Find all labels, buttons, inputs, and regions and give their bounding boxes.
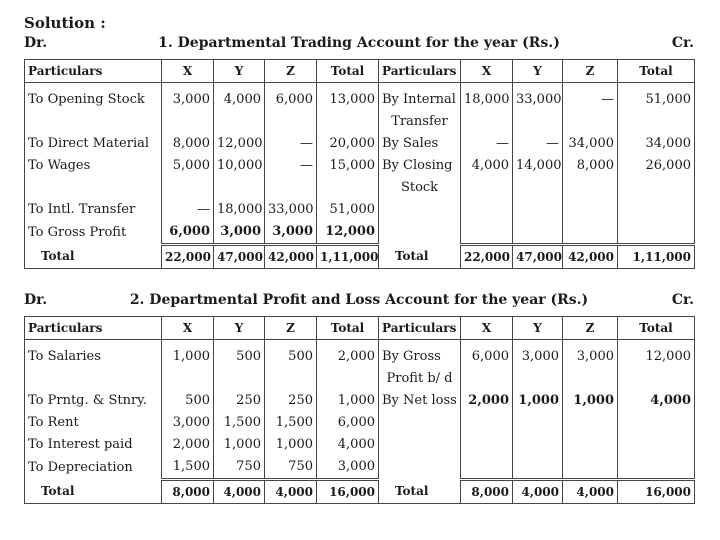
- table-row: [25, 368, 695, 390]
- debit-particulars: To Interest paid: [25, 434, 162, 456]
- credit-y: 14,000: [513, 155, 563, 177]
- debit-x: [162, 111, 214, 133]
- debit-particulars: To Opening Stock: [25, 89, 162, 111]
- debit-z: 6,000: [265, 89, 317, 111]
- credit-particulars: By Closing: [379, 155, 461, 177]
- credit-total: 26,000: [618, 155, 695, 177]
- debit-z: —: [265, 155, 317, 177]
- pl-dr-label: Dr.: [24, 292, 48, 308]
- credit-z: [563, 221, 618, 245]
- total-credit-particulars: Total: [379, 480, 461, 504]
- credit-total: [618, 434, 695, 456]
- debit-x: [162, 368, 214, 390]
- debit-total: 4,000: [317, 434, 379, 456]
- debit-y: [214, 368, 265, 390]
- credit-z: [563, 199, 618, 221]
- credit-y: [513, 412, 563, 434]
- credit-x: —: [461, 133, 513, 155]
- credit-y: [513, 199, 563, 221]
- debit-x: —: [162, 199, 214, 221]
- debit-y: 500: [214, 346, 265, 368]
- column-header: Z: [265, 317, 317, 340]
- column-header: X: [461, 317, 513, 340]
- debit-z: 1,000: [265, 434, 317, 456]
- column-header: Total: [317, 60, 379, 83]
- credit-x: 4,000: [461, 155, 513, 177]
- pl-cr-label: Cr.: [671, 292, 694, 308]
- debit-particulars: To Wages: [25, 155, 162, 177]
- debit-particulars: To Gross Profit: [25, 221, 162, 245]
- total-debit-total: 1,11,000: [317, 245, 379, 269]
- debit-x: 3,000: [162, 412, 214, 434]
- debit-total: 20,000: [317, 133, 379, 155]
- credit-z: [563, 456, 618, 480]
- debit-total: 13,000: [317, 89, 379, 111]
- debit-x: 3,000: [162, 89, 214, 111]
- column-header: Z: [563, 317, 618, 340]
- debit-y: 750: [214, 456, 265, 480]
- trading-cr-label: Cr.: [671, 35, 694, 51]
- debit-total: 1,000: [317, 390, 379, 412]
- credit-particulars: By Sales: [379, 133, 461, 155]
- total-credit-y: 47,000: [513, 245, 563, 269]
- debit-particulars: To Depreciation: [25, 456, 162, 480]
- credit-y: 33,000: [513, 89, 563, 111]
- trading-header: [24, 35, 694, 55]
- total-credit-x: 22,000: [461, 245, 513, 269]
- pl-title: 2. Departmental Profit and Loss Account for the year (Rs.): [129, 292, 589, 308]
- credit-y: 1,000: [513, 390, 563, 412]
- column-header: Y: [214, 60, 265, 83]
- credit-z: 8,000: [563, 155, 618, 177]
- debit-z: 33,000: [265, 199, 317, 221]
- debit-z: [265, 177, 317, 199]
- debit-y: 4,000: [214, 89, 265, 111]
- credit-particulars: Transfer: [379, 111, 461, 133]
- debit-z: —: [265, 133, 317, 155]
- total-credit-z: 42,000: [563, 245, 618, 269]
- debit-x: 6,000: [162, 221, 214, 245]
- credit-total: [618, 177, 695, 199]
- credit-total: [618, 111, 695, 133]
- total-debit-z: 4,000: [265, 480, 317, 504]
- debit-particulars: To Direct Material: [25, 133, 162, 155]
- table-header-row: [25, 60, 695, 83]
- credit-x: [461, 456, 513, 480]
- credit-particulars: [379, 456, 461, 480]
- debit-particulars: To Intl. Transfer: [25, 199, 162, 221]
- column-header: X: [162, 60, 214, 83]
- credit-particulars: By Gross: [379, 346, 461, 368]
- solution-label: Solution :: [24, 14, 106, 32]
- total-debit-particulars: Total: [25, 245, 162, 269]
- credit-z: [563, 412, 618, 434]
- debit-total: 51,000: [317, 199, 379, 221]
- table-row: [25, 89, 695, 111]
- total-debit-x: 22,000: [162, 245, 214, 269]
- credit-x: 2,000: [461, 390, 513, 412]
- column-header: Particulars: [379, 317, 461, 340]
- total-debit-particulars: Total: [25, 480, 162, 504]
- credit-z: [563, 434, 618, 456]
- credit-particulars: [379, 199, 461, 221]
- credit-total: [618, 199, 695, 221]
- column-header: X: [461, 60, 513, 83]
- debit-x: 1,500: [162, 456, 214, 480]
- table-row: [25, 111, 695, 133]
- total-debit-z: 42,000: [265, 245, 317, 269]
- debit-x: 1,000: [162, 346, 214, 368]
- debit-particulars: To Prntg. & Stnry.: [25, 390, 162, 412]
- debit-y: 250: [214, 390, 265, 412]
- credit-total: [618, 456, 695, 480]
- total-credit-total: 1,11,000: [618, 245, 695, 269]
- credit-z: [563, 177, 618, 199]
- credit-total: [618, 368, 695, 390]
- debit-z: 1,500: [265, 412, 317, 434]
- credit-total: [618, 412, 695, 434]
- debit-particulars: [25, 111, 162, 133]
- debit-total: [317, 177, 379, 199]
- credit-y: [513, 177, 563, 199]
- column-header: Y: [214, 317, 265, 340]
- credit-particulars: [379, 221, 461, 245]
- table-row: [25, 133, 695, 155]
- column-header: X: [162, 317, 214, 340]
- debit-x: 5,000: [162, 155, 214, 177]
- column-header: Particulars: [379, 60, 461, 83]
- credit-total: 34,000: [618, 133, 695, 155]
- debit-y: 10,000: [214, 155, 265, 177]
- credit-particulars: By Internal: [379, 89, 461, 111]
- credit-x: [461, 111, 513, 133]
- debit-total: 3,000: [317, 456, 379, 480]
- debit-y: [214, 111, 265, 133]
- column-header: Total: [317, 317, 379, 340]
- column-header: Y: [513, 317, 563, 340]
- credit-z: 34,000: [563, 133, 618, 155]
- credit-y: [513, 434, 563, 456]
- table-row: [25, 155, 695, 177]
- table-row: [25, 412, 695, 434]
- total-debit-y: 4,000: [214, 480, 265, 504]
- debit-z: [265, 111, 317, 133]
- column-header: Particulars: [25, 317, 162, 340]
- credit-x: [461, 221, 513, 245]
- credit-particulars: Profit b/ d: [379, 368, 461, 390]
- debit-total: 15,000: [317, 155, 379, 177]
- trading-dr-label: Dr.: [24, 35, 48, 51]
- debit-total: 6,000: [317, 412, 379, 434]
- credit-x: [461, 434, 513, 456]
- credit-x: 6,000: [461, 346, 513, 368]
- debit-z: 250: [265, 390, 317, 412]
- credit-z: [563, 368, 618, 390]
- credit-y: [513, 221, 563, 245]
- column-header: Total: [618, 317, 695, 340]
- pl-header: [24, 292, 694, 312]
- table-header-row: [25, 317, 695, 340]
- credit-total: 51,000: [618, 89, 695, 111]
- column-header: Z: [265, 60, 317, 83]
- debit-z: 750: [265, 456, 317, 480]
- column-header: Z: [563, 60, 618, 83]
- debit-total: [317, 368, 379, 390]
- debit-x: 500: [162, 390, 214, 412]
- credit-z: [563, 111, 618, 133]
- table-row: [25, 221, 695, 245]
- column-header: Particulars: [25, 60, 162, 83]
- credit-particulars: [379, 412, 461, 434]
- credit-x: [461, 199, 513, 221]
- credit-particulars: By Net loss: [379, 390, 461, 412]
- debit-y: 1,000: [214, 434, 265, 456]
- table-row: [25, 390, 695, 412]
- credit-total: [618, 221, 695, 245]
- credit-y: [513, 456, 563, 480]
- total-credit-x: 8,000: [461, 480, 513, 504]
- debit-total: 12,000: [317, 221, 379, 245]
- credit-z: —: [563, 89, 618, 111]
- credit-z: 3,000: [563, 346, 618, 368]
- column-header: Y: [513, 60, 563, 83]
- debit-y: 12,000: [214, 133, 265, 155]
- total-debit-x: 8,000: [162, 480, 214, 504]
- credit-x: [461, 368, 513, 390]
- credit-y: —: [513, 133, 563, 155]
- table-row: [25, 177, 695, 199]
- debit-z: 500: [265, 346, 317, 368]
- total-credit-total: 16,000: [618, 480, 695, 504]
- credit-x: 18,000: [461, 89, 513, 111]
- debit-x: [162, 177, 214, 199]
- trading-title: 1. Departmental Trading Account for the year (Rs.): [158, 35, 560, 51]
- table-row: [25, 456, 695, 480]
- column-header: Total: [618, 60, 695, 83]
- total-credit-y: 4,000: [513, 480, 563, 504]
- credit-x: [461, 177, 513, 199]
- debit-total: 2,000: [317, 346, 379, 368]
- debit-y: 1,500: [214, 412, 265, 434]
- table-row: [25, 199, 695, 221]
- total-credit-z: 4,000: [563, 480, 618, 504]
- total-debit-y: 47,000: [214, 245, 265, 269]
- credit-particulars: [379, 434, 461, 456]
- total-row: [25, 245, 695, 269]
- credit-y: 3,000: [513, 346, 563, 368]
- total-debit-total: 16,000: [317, 480, 379, 504]
- debit-particulars: [25, 368, 162, 390]
- debit-particulars: To Rent: [25, 412, 162, 434]
- credit-total: 12,000: [618, 346, 695, 368]
- debit-x: 2,000: [162, 434, 214, 456]
- debit-x: 8,000: [162, 133, 214, 155]
- debit-particulars: To Salaries: [25, 346, 162, 368]
- debit-total: [317, 111, 379, 133]
- debit-z: 3,000: [265, 221, 317, 245]
- debit-y: 3,000: [214, 221, 265, 245]
- credit-y: [513, 111, 563, 133]
- debit-y: 18,000: [214, 199, 265, 221]
- table-row: [25, 434, 695, 456]
- credit-x: [461, 412, 513, 434]
- total-row: [25, 480, 695, 504]
- debit-y: [214, 177, 265, 199]
- total-credit-particulars: Total: [379, 245, 461, 269]
- pl-account-table: [24, 316, 695, 504]
- credit-particulars: Stock: [379, 177, 461, 199]
- trading-account-table: [24, 59, 695, 269]
- credit-y: [513, 368, 563, 390]
- table-row: [25, 346, 695, 368]
- debit-z: [265, 368, 317, 390]
- credit-z: 1,000: [563, 390, 618, 412]
- credit-total: 4,000: [618, 390, 695, 412]
- debit-particulars: [25, 177, 162, 199]
